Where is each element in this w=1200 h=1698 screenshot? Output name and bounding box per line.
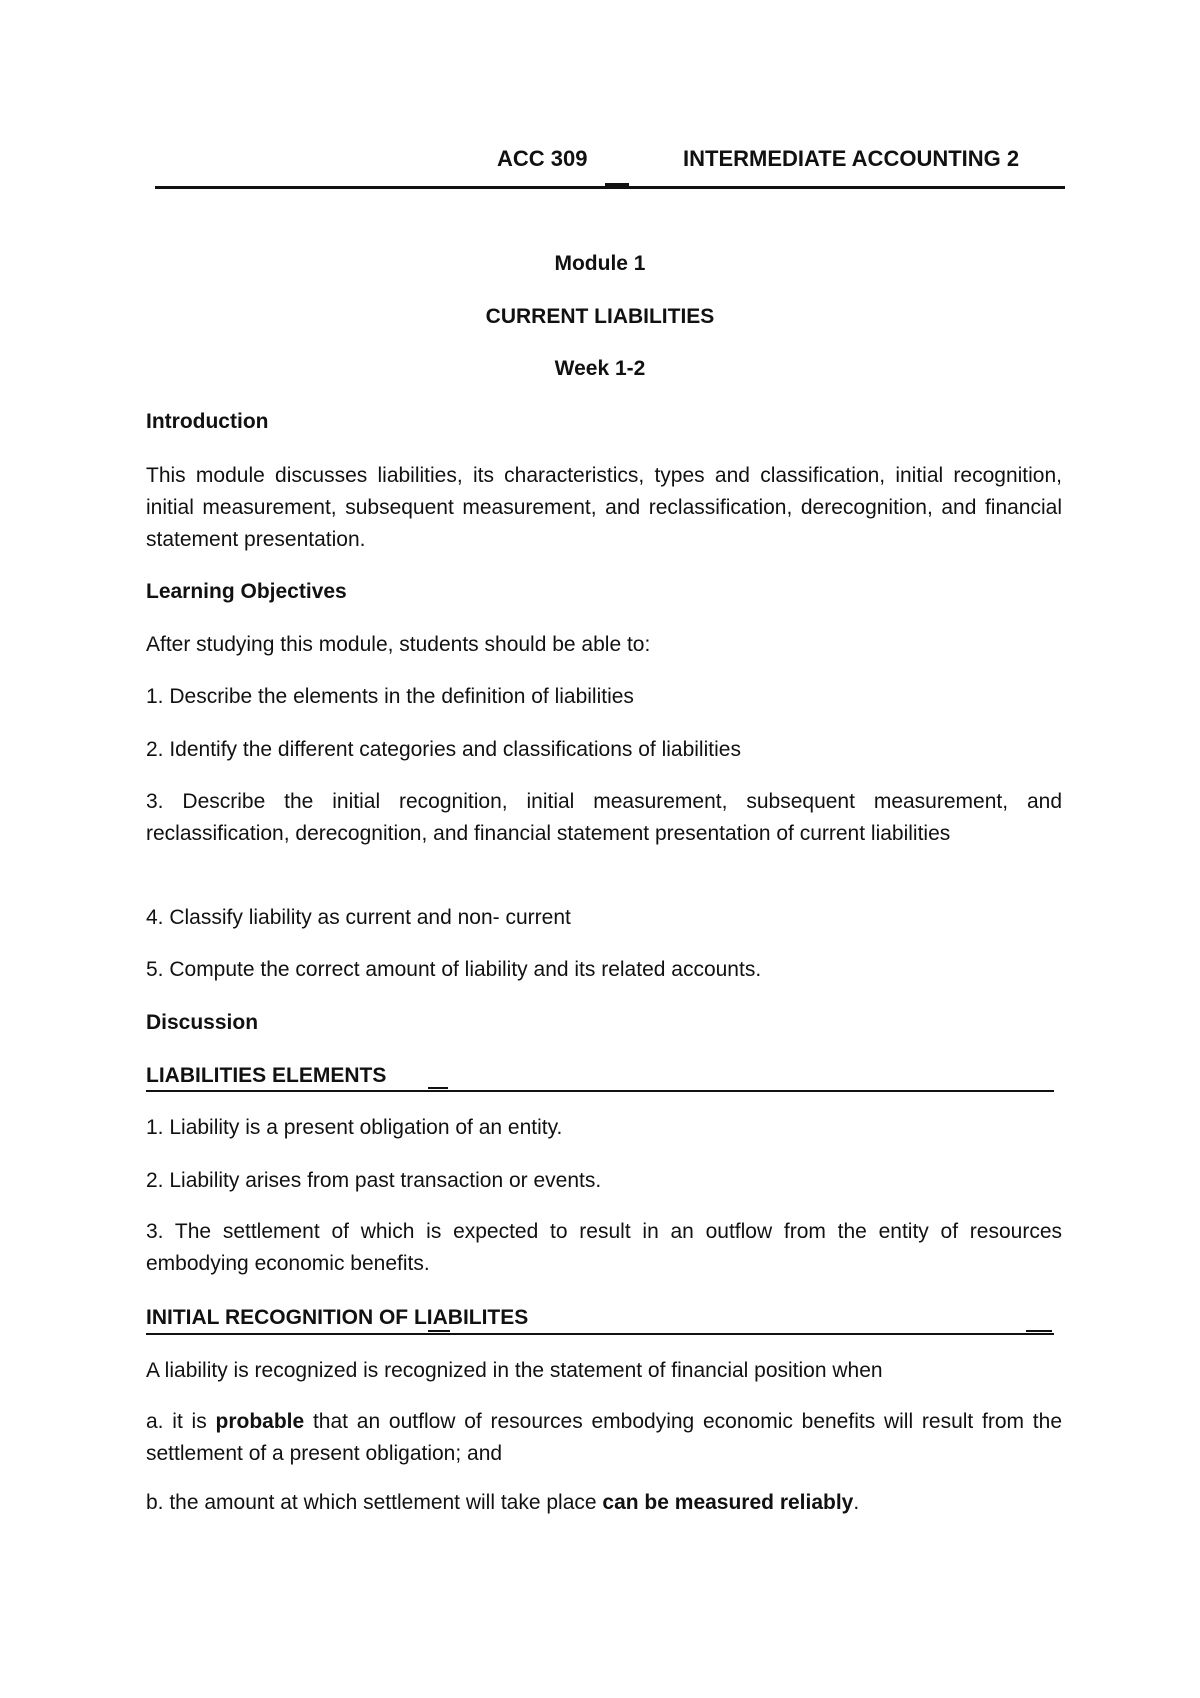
module-week: Week 1-2 [554,357,646,380]
header-rule [155,186,1065,189]
module-topic: CURRENT LIABILITIES [485,305,715,328]
objectives-lead: After studying this module, students should be able to: [146,633,651,656]
recognition-item-a-suffix: that an outflow of resources embodying economic benefits will result from the settlement of a present obligation; and [146,1410,1062,1465]
liabilities-elements-rule [146,1090,1054,1092]
objective-item-4: 4. Classify liability as current and non- current [146,906,571,929]
recognition-item-b-prefix: b. the amount at which settlement will take place [146,1491,603,1514]
initial-recognition-heading: INITIAL RECOGNITION OF LIABILITES [146,1306,529,1329]
recognition-item-b [146,1491,859,1515]
module-label: Module 1 [554,252,646,275]
liabilities-elements-heading: LIABILITIES ELEMENTS [146,1064,387,1087]
objective-item-3: 3. Describe the initial recognition, initial measurement, subsequent measurement, and reclassification, derecognition, and financial statement presentation of current liabilities [146,790,1062,845]
introduction-text: This module discusses liabilities, its characteristics, types and classification, initial recognition, initial measurement, subsequent measurement, and reclassification, derecognition, and financial statement presentation. [146,464,1062,551]
recognition-item-b-suffix: . [853,1491,860,1514]
element-item-3: 3. The settlement of which is expected to result in an outflow from the entity of resources embodying economic benefits. [146,1220,1062,1275]
element-item-1: 1. Liability is a present obligation of an entity. [146,1116,563,1139]
introduction-heading: Introduction [146,410,269,433]
recognition-item-a-prefix: a. it is [146,1410,216,1433]
liabilities-elements-rule-tick [428,1087,448,1089]
discussion-heading: Discussion [146,1011,259,1034]
initial-recognition-lead: A liability is recognized is recognized in the statement of financial position when [146,1359,883,1382]
header-rule-tick [605,183,629,186]
initial-recognition-rule-tick-left [428,1330,450,1332]
recognition-item-b-emphasis: can be measured reliably [602,1491,854,1514]
initial-recognition-rule [146,1333,1054,1335]
element-item-2: 2. Liability arises from past transaction or events. [146,1169,602,1192]
objective-item-2: 2. Identify the different categories and classifications of liabilities [146,738,741,761]
initial-recognition-rule-tick-right [1026,1330,1052,1332]
course-title: INTERMEDIATE ACCOUNTING 2 [683,146,1020,171]
objective-item-1: 1. Describe the elements in the definition of liabilities [146,685,634,708]
recognition-item-a-emphasis: probable [215,1410,305,1433]
recognition-item-a [146,1406,1062,1470]
course-code: ACC 309 [497,146,588,171]
objective-item-5: 5. Compute the correct amount of liability and its related accounts. [146,958,762,981]
objectives-heading: Learning Objectives [146,580,347,603]
